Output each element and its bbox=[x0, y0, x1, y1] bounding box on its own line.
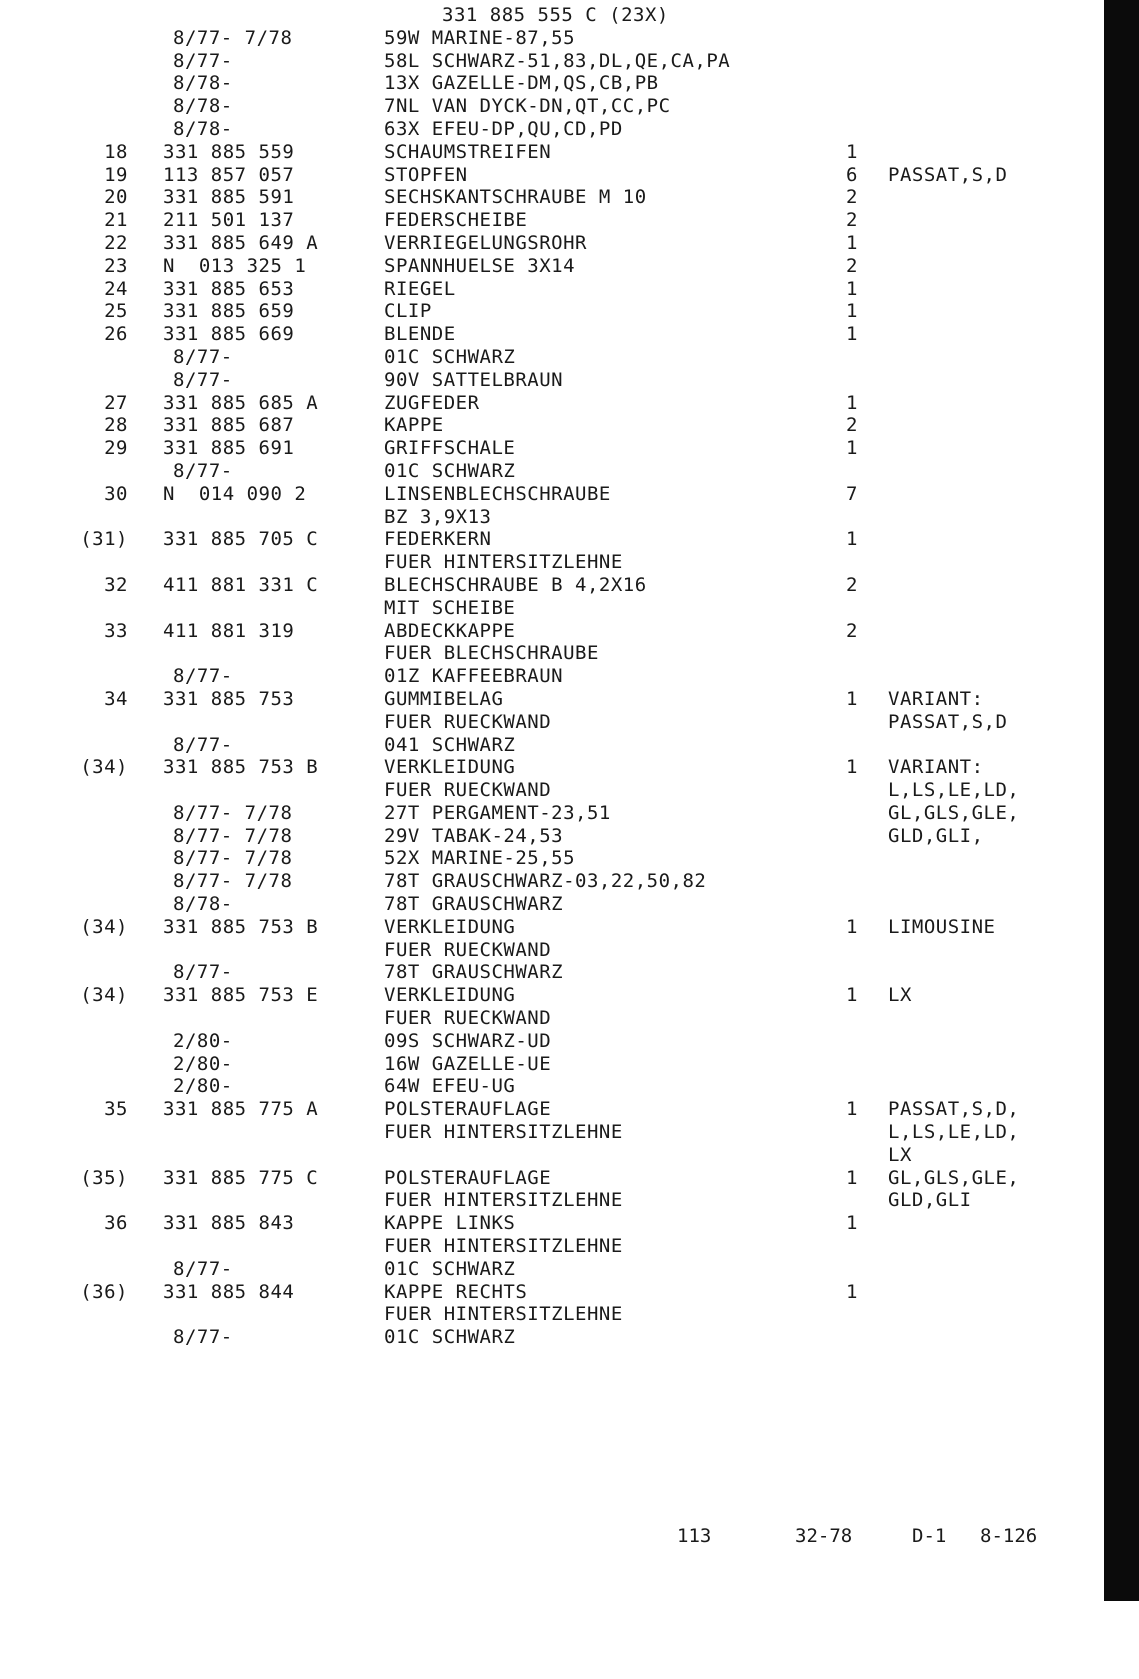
description: 59W MARINE-87,55 bbox=[384, 26, 576, 49]
table-row bbox=[0, 164, 1100, 187]
description: 29V TABAK-24,53 bbox=[384, 824, 564, 847]
table-row bbox=[0, 483, 1100, 506]
remark: PASSAT,S,D bbox=[888, 710, 1008, 733]
description: 09S SCHWARZ-UD bbox=[384, 1029, 552, 1052]
quantity: 2 bbox=[846, 414, 858, 437]
description: 13X GAZELLE-DM,QS,CB,PB bbox=[384, 72, 659, 95]
footer-edition: 32-78 bbox=[795, 1525, 853, 1547]
part-number: 411 881 319 bbox=[163, 619, 295, 642]
description: 52X MARINE-25,55 bbox=[384, 847, 576, 870]
description: 64W EFEU-UG bbox=[384, 1075, 516, 1098]
header-row bbox=[0, 4, 1100, 27]
quantity: 1 bbox=[846, 391, 858, 414]
quantity: 1 bbox=[846, 1280, 858, 1303]
table-row bbox=[0, 1007, 1100, 1030]
description: ABDECKKAPPE bbox=[384, 619, 516, 642]
part-number: 411 881 331 C bbox=[163, 573, 319, 596]
table-row bbox=[0, 1030, 1100, 1053]
part-number: 331 885 649 A bbox=[163, 231, 319, 254]
remark: L,LS,LE,LD, bbox=[888, 779, 1020, 802]
remark: GLD,GLI, bbox=[888, 824, 984, 847]
quantity: 2 bbox=[846, 619, 858, 642]
quantity: 1 bbox=[846, 1212, 858, 1235]
description: FUER HINTERSITZLEHNE bbox=[384, 1303, 623, 1326]
date-range: 8/77- bbox=[173, 1326, 233, 1349]
quantity: 1 bbox=[846, 984, 858, 1007]
description: 63X EFEU-DP,QU,CD,PD bbox=[384, 117, 623, 140]
quantity: 1 bbox=[846, 231, 858, 254]
quantity: 2 bbox=[846, 209, 858, 232]
footer-page-number: 113 bbox=[677, 1525, 712, 1547]
table-row bbox=[0, 528, 1100, 551]
description: FUER RUECKWAND bbox=[384, 710, 552, 733]
item-number: 35 bbox=[104, 1098, 128, 1121]
footer-code: D-1 bbox=[912, 1525, 947, 1547]
quantity: 7 bbox=[846, 482, 858, 505]
remark: VARIANT: bbox=[888, 687, 984, 710]
quantity: 1 bbox=[846, 323, 858, 346]
table-row bbox=[0, 779, 1100, 802]
quantity: 1 bbox=[846, 1098, 858, 1121]
quantity: 1 bbox=[846, 300, 858, 323]
quantity: 1 bbox=[846, 756, 858, 779]
part-number: N 014 090 2 bbox=[163, 482, 307, 505]
quantity: 1 bbox=[846, 1166, 858, 1189]
description: ZUGFEDER bbox=[384, 391, 480, 414]
quantity: 2 bbox=[846, 254, 858, 277]
part-number: 331 885 559 bbox=[163, 140, 295, 163]
part-number: 331 885 753 B bbox=[163, 915, 319, 938]
quantity: 1 bbox=[846, 528, 858, 551]
table-row bbox=[0, 506, 1100, 529]
description: VERRIEGELUNGSROHR bbox=[384, 231, 587, 254]
description: FUER HINTERSITZLEHNE bbox=[384, 1189, 623, 1212]
quantity: 1 bbox=[846, 277, 858, 300]
date-range: 8/77- bbox=[173, 733, 233, 756]
item-number: (34) bbox=[80, 756, 128, 779]
description: KAPPE bbox=[384, 414, 444, 437]
description: 01C SCHWARZ bbox=[384, 1326, 516, 1349]
description: FUER HINTERSITZLEHNE bbox=[384, 1235, 623, 1258]
description: 041 SCHWARZ bbox=[384, 733, 516, 756]
table-row bbox=[0, 642, 1100, 665]
quantity: 1 bbox=[846, 140, 858, 163]
table-row bbox=[0, 1053, 1100, 1076]
description: 16W GAZELLE-UE bbox=[384, 1052, 552, 1075]
remark: LX bbox=[888, 984, 912, 1007]
description: STOPFEN bbox=[384, 163, 468, 186]
table-row bbox=[0, 186, 1100, 209]
table-row bbox=[0, 620, 1100, 643]
table-row bbox=[0, 1212, 1100, 1235]
table-row bbox=[0, 1303, 1100, 1326]
description: CLIP bbox=[384, 300, 432, 323]
description: 78T GRAUSCHWARZ bbox=[384, 893, 564, 916]
description: 78T GRAUSCHWARZ bbox=[384, 961, 564, 984]
description: FEDERKERN bbox=[384, 528, 492, 551]
table-row bbox=[0, 688, 1100, 711]
description: FEDERSCHEIBE bbox=[384, 209, 528, 232]
table-row bbox=[0, 323, 1100, 346]
table-row bbox=[0, 50, 1100, 73]
table-row bbox=[0, 847, 1100, 870]
date-range: 8/77- bbox=[173, 345, 233, 368]
table-row bbox=[0, 1098, 1100, 1121]
date-range: 8/78- bbox=[173, 117, 233, 140]
quantity: 2 bbox=[846, 186, 858, 209]
table-row bbox=[0, 597, 1100, 620]
part-number: 331 885 653 bbox=[163, 277, 295, 300]
table-row bbox=[0, 414, 1100, 437]
part-number: 331 885 669 bbox=[163, 323, 295, 346]
table-row bbox=[0, 255, 1100, 278]
item-number: (31) bbox=[80, 528, 128, 551]
part-number: 331 885 844 bbox=[163, 1280, 295, 1303]
item-number: 22 bbox=[104, 231, 128, 254]
table-row bbox=[0, 665, 1100, 688]
date-range: 8/77- bbox=[173, 49, 233, 72]
table-row bbox=[0, 711, 1100, 734]
description: LINSENBLECHSCHRAUBE bbox=[384, 482, 611, 505]
table-row bbox=[0, 437, 1100, 460]
table-row bbox=[0, 893, 1100, 916]
table-row bbox=[0, 369, 1100, 392]
date-range: 8/77- bbox=[173, 665, 233, 688]
part-number: 331 885 591 bbox=[163, 186, 295, 209]
table-row bbox=[0, 916, 1100, 939]
table-row bbox=[0, 300, 1100, 323]
description: FUER BLECHSCHRAUBE bbox=[384, 642, 599, 665]
description: 7NL VAN DYCK-DN,QT,CC,PC bbox=[384, 95, 671, 118]
description: MIT SCHEIBE bbox=[384, 596, 516, 619]
remark: GLD,GLI bbox=[888, 1189, 972, 1212]
item-number: 19 bbox=[104, 163, 128, 186]
table-row bbox=[0, 825, 1100, 848]
description: VERKLEIDUNG bbox=[384, 756, 516, 779]
table-row bbox=[0, 232, 1100, 255]
description: GUMMIBELAG bbox=[384, 687, 504, 710]
date-range: 8/78- bbox=[173, 893, 233, 916]
table-row bbox=[0, 95, 1100, 118]
remark: LIMOUSINE bbox=[888, 915, 996, 938]
item-number: (36) bbox=[80, 1280, 128, 1303]
table-row bbox=[0, 72, 1100, 95]
description: FUER HINTERSITZLEHNE bbox=[384, 1121, 623, 1144]
footer-reference: 8-126 bbox=[980, 1525, 1038, 1547]
part-number: 113 857 057 bbox=[163, 163, 295, 186]
description: 01C SCHWARZ bbox=[384, 1257, 516, 1280]
date-range: 8/77- bbox=[173, 1257, 233, 1280]
part-number: 331 885 753 E bbox=[163, 984, 319, 1007]
table-row bbox=[0, 551, 1100, 574]
date-range: 8/77- 7/78 bbox=[173, 26, 293, 49]
item-number: (35) bbox=[80, 1166, 128, 1189]
date-range: 8/77- 7/78 bbox=[173, 847, 293, 870]
table-row bbox=[0, 1235, 1100, 1258]
table-row bbox=[0, 1121, 1100, 1144]
description: FUER RUECKWAND bbox=[384, 938, 552, 961]
date-range: 8/77- bbox=[173, 961, 233, 984]
table-row bbox=[0, 1189, 1100, 1212]
item-number: 28 bbox=[104, 414, 128, 437]
quantity: 6 bbox=[846, 163, 858, 186]
date-range: 2/80- bbox=[173, 1052, 233, 1075]
table-row bbox=[0, 1281, 1100, 1304]
item-number: 32 bbox=[104, 573, 128, 596]
date-range: 8/77- bbox=[173, 368, 233, 391]
item-number: 23 bbox=[104, 254, 128, 277]
table-row bbox=[0, 1075, 1100, 1098]
table-row bbox=[0, 346, 1100, 369]
quantity: 1 bbox=[846, 687, 858, 710]
description: SECHSKANTSCHRAUBE M 10 bbox=[384, 186, 647, 209]
description: FUER RUECKWAND bbox=[384, 779, 552, 802]
item-number: (34) bbox=[80, 915, 128, 938]
table-row bbox=[0, 756, 1100, 779]
page-footer bbox=[0, 1523, 1100, 1549]
part-number: 331 885 753 bbox=[163, 687, 295, 710]
table-row bbox=[0, 1258, 1100, 1281]
part-number: 331 885 685 A bbox=[163, 391, 319, 414]
table-row bbox=[0, 278, 1100, 301]
description: POLSTERAUFLAGE bbox=[384, 1098, 552, 1121]
remark: PASSAT,S,D bbox=[888, 163, 1008, 186]
remark: L,LS,LE,LD, bbox=[888, 1121, 1020, 1144]
table-row bbox=[0, 209, 1100, 232]
description: SPANNHUELSE 3X14 bbox=[384, 254, 576, 277]
item-number: 36 bbox=[104, 1212, 128, 1235]
description: FUER HINTERSITZLEHNE bbox=[384, 551, 623, 574]
description: VERKLEIDUNG bbox=[384, 915, 516, 938]
description: 01C SCHWARZ bbox=[384, 459, 516, 482]
description: SCHAUMSTREIFEN bbox=[384, 140, 552, 163]
part-number: 331 885 691 bbox=[163, 437, 295, 460]
part-number: 331 885 687 bbox=[163, 414, 295, 437]
description: BLENDE bbox=[384, 323, 456, 346]
remark: VARIANT: bbox=[888, 756, 984, 779]
description: KAPPE LINKS bbox=[384, 1212, 516, 1235]
part-number: 331 885 843 bbox=[163, 1212, 295, 1235]
description: BLECHSCHRAUBE B 4,2X16 bbox=[384, 573, 647, 596]
table-row bbox=[0, 984, 1100, 1007]
quantity: 2 bbox=[846, 573, 858, 596]
table-row bbox=[0, 1326, 1100, 1349]
part-number: 331 885 775 A bbox=[163, 1098, 319, 1121]
part-number: 211 501 137 bbox=[163, 209, 295, 232]
table-row bbox=[0, 802, 1100, 825]
table-row bbox=[0, 939, 1100, 962]
header-part-number: 331 885 555 C (23X) bbox=[442, 4, 669, 26]
remark: PASSAT,S,D, bbox=[888, 1098, 1020, 1121]
table-row bbox=[0, 27, 1100, 50]
part-number: N 013 325 1 bbox=[163, 254, 307, 277]
item-number: 25 bbox=[104, 300, 128, 323]
item-number: 34 bbox=[104, 687, 128, 710]
scan-edge-bar bbox=[1104, 0, 1139, 1601]
date-range: 2/80- bbox=[173, 1029, 233, 1052]
table-row bbox=[0, 1144, 1100, 1167]
item-number: 21 bbox=[104, 209, 128, 232]
description: 01C SCHWARZ bbox=[384, 345, 516, 368]
item-number: 30 bbox=[104, 482, 128, 505]
date-range: 8/77- 7/78 bbox=[173, 801, 293, 824]
date-range: 8/77- 7/78 bbox=[173, 870, 293, 893]
date-range: 8/77- 7/78 bbox=[173, 824, 293, 847]
item-number: 26 bbox=[104, 323, 128, 346]
description: 58L SCHWARZ-51,83,DL,QE,CA,PA bbox=[384, 49, 731, 72]
description: KAPPE RECHTS bbox=[384, 1280, 528, 1303]
item-number: 20 bbox=[104, 186, 128, 209]
table-row bbox=[0, 460, 1100, 483]
table-row bbox=[0, 1167, 1100, 1190]
date-range: 8/78- bbox=[173, 95, 233, 118]
part-number: 331 885 753 B bbox=[163, 756, 319, 779]
item-number: 18 bbox=[104, 140, 128, 163]
item-number: 33 bbox=[104, 619, 128, 642]
date-range: 2/80- bbox=[173, 1075, 233, 1098]
description: 78T GRAUSCHWARZ-03,22,50,82 bbox=[384, 870, 707, 893]
quantity: 1 bbox=[846, 915, 858, 938]
table-row bbox=[0, 392, 1100, 415]
table-row bbox=[0, 961, 1100, 984]
description: VERKLEIDUNG bbox=[384, 984, 516, 1007]
date-range: 8/78- bbox=[173, 72, 233, 95]
quantity: 1 bbox=[846, 437, 858, 460]
date-range: 8/77- bbox=[173, 459, 233, 482]
description: FUER RUECKWAND bbox=[384, 1007, 552, 1030]
part-number: 331 885 775 C bbox=[163, 1166, 319, 1189]
table-row bbox=[0, 870, 1100, 893]
description: 01Z KAFFEEBRAUN bbox=[384, 665, 564, 688]
table-row bbox=[0, 734, 1100, 757]
description: 27T PERGAMENT-23,51 bbox=[384, 801, 611, 824]
table-row bbox=[0, 118, 1100, 141]
item-number: 27 bbox=[104, 391, 128, 414]
description: RIEGEL bbox=[384, 277, 456, 300]
remark: GL,GLS,GLE, bbox=[888, 801, 1020, 824]
table-row bbox=[0, 574, 1100, 597]
remark: LX bbox=[888, 1143, 912, 1166]
item-number: 24 bbox=[104, 277, 128, 300]
item-number: (34) bbox=[80, 984, 128, 1007]
item-number: 29 bbox=[104, 437, 128, 460]
remark: GL,GLS,GLE, bbox=[888, 1166, 1020, 1189]
description: BZ 3,9X13 bbox=[384, 505, 492, 528]
part-number: 331 885 705 C bbox=[163, 528, 319, 551]
description: 90V SATTELBRAUN bbox=[384, 368, 564, 391]
parts-list bbox=[0, 4, 1100, 1349]
table-row bbox=[0, 141, 1100, 164]
description: POLSTERAUFLAGE bbox=[384, 1166, 552, 1189]
description: GRIFFSCHALE bbox=[384, 437, 516, 460]
part-number: 331 885 659 bbox=[163, 300, 295, 323]
